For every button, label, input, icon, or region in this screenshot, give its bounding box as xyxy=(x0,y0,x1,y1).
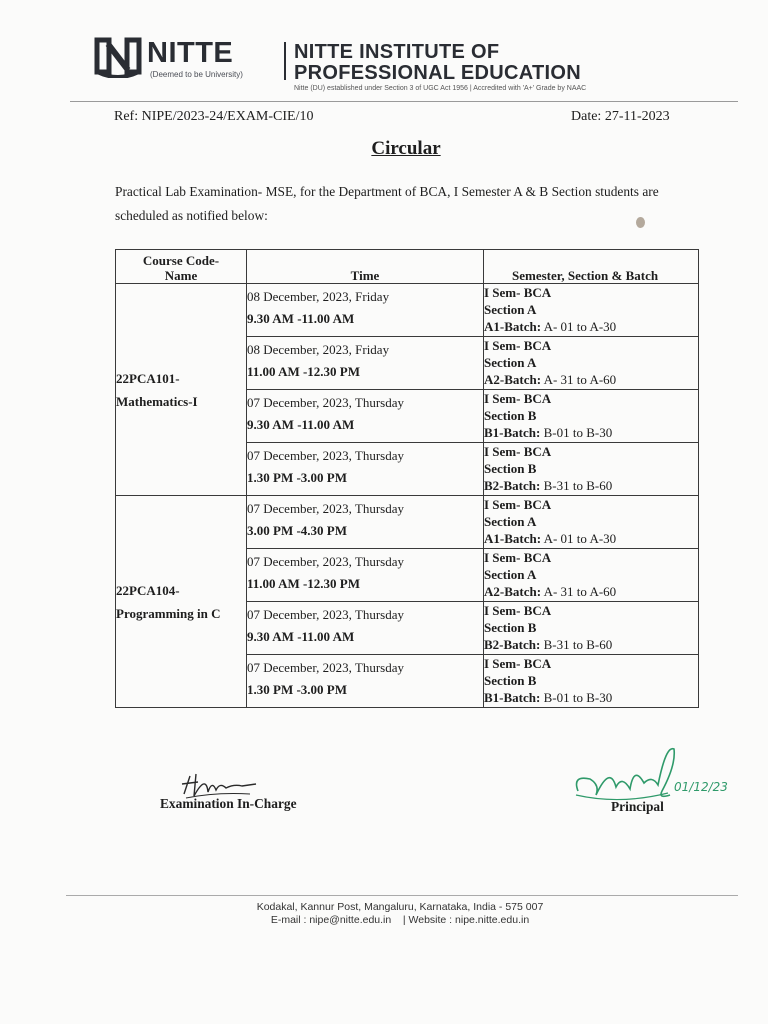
batch-label: A2-Batch: xyxy=(484,584,542,599)
exam-time: 1.30 PM -3.00 PM xyxy=(247,470,348,485)
batch-range: A- 01 to A-30 xyxy=(541,319,617,334)
nitte-logo-icon xyxy=(93,36,143,83)
course-cell xyxy=(116,496,247,708)
semester-text: I Sem- BCA xyxy=(484,285,552,300)
institute-name-line1: NITTE INSTITUTE OF xyxy=(294,41,500,63)
time-cell xyxy=(247,284,484,337)
section-text: Section A xyxy=(484,355,537,370)
header-course: Course Code- Name xyxy=(116,250,247,284)
batch-cell xyxy=(484,337,699,390)
semester-text: I Sem- BCA xyxy=(484,603,552,618)
batch-cell xyxy=(484,549,699,602)
semester-text: I Sem- BCA xyxy=(484,444,552,459)
time-cell xyxy=(247,390,484,443)
exam-date: 07 December, 2023, Thursday xyxy=(247,501,405,516)
batch-label: B2-Batch: xyxy=(484,478,541,493)
exam-date: 07 December, 2023, Thursday xyxy=(247,395,405,410)
time-cell xyxy=(247,602,484,655)
batch-text xyxy=(484,371,698,388)
batch-text xyxy=(484,424,698,441)
logo-wordmark: NITTE xyxy=(147,37,234,69)
exam-time: 9.30 AM -11.00 AM xyxy=(247,417,355,432)
principal-signature-date: 01/12/23 xyxy=(674,780,728,794)
section-text: Section A xyxy=(484,514,537,529)
institute-name-line2: PROFESSIONAL EDUCATION xyxy=(294,62,581,84)
batch-range: B-01 to B-30 xyxy=(540,690,613,705)
circular-date: Date: 27-11-2023 xyxy=(571,109,670,124)
footer-contact: E-mail : nipe@nitte.edu.in | Website : nipe.nitte.edu.in xyxy=(270,914,530,926)
exam-date: 08 December, 2023, Friday xyxy=(247,289,390,304)
batch-range: B-31 to B-60 xyxy=(540,637,613,652)
batch-range: A- 01 to A-30 xyxy=(541,531,617,546)
footer-rule xyxy=(66,895,738,896)
batch-label: A1-Batch: xyxy=(484,319,542,334)
exam-time: 1.30 PM -3.00 PM xyxy=(247,682,348,697)
exam-time: 9.30 AM -11.00 AM xyxy=(247,629,355,644)
exam-date: 08 December, 2023, Friday xyxy=(247,342,390,357)
batch-label: B1-Batch: xyxy=(484,690,541,705)
paper-stain xyxy=(636,217,645,228)
course-code: 22PCA104- xyxy=(116,582,180,598)
exam-time: 11.00 AM -12.30 PM xyxy=(247,576,361,591)
exam-incharge-label: Examination In-Charge xyxy=(160,796,297,811)
batch-cell xyxy=(484,602,699,655)
principal-label: Principal xyxy=(611,799,664,814)
batch-cell xyxy=(484,496,699,549)
batch-range: A- 31 to A-60 xyxy=(541,584,617,599)
course-name: Programming in C xyxy=(116,605,221,621)
semester-text: I Sem- BCA xyxy=(484,550,552,565)
batch-text xyxy=(484,636,698,653)
table-row xyxy=(116,284,699,337)
section-text: Section B xyxy=(484,673,537,688)
exam-date: 07 December, 2023, Thursday xyxy=(247,607,405,622)
time-cell xyxy=(247,549,484,602)
header-semester: Semester, Section & Batch xyxy=(484,250,699,284)
exam-time: 9.30 AM -11.00 AM xyxy=(247,311,355,326)
time-cell xyxy=(247,655,484,708)
header-time: Time xyxy=(247,250,484,284)
exam-date: 07 December, 2023, Thursday xyxy=(247,554,405,569)
batch-cell xyxy=(484,655,699,708)
batch-label: B2-Batch: xyxy=(484,637,541,652)
batch-text xyxy=(484,318,698,335)
batch-range: B-01 to B-30 xyxy=(540,425,613,440)
section-text: Section B xyxy=(484,408,537,423)
logo-subtitle: (Deemed to be University) xyxy=(150,70,243,79)
exam-time: 3.00 PM -4.30 PM xyxy=(247,523,348,538)
table-header-row xyxy=(116,250,699,284)
time-cell xyxy=(247,337,484,390)
exam-time: 11.00 AM -12.30 PM xyxy=(247,364,361,379)
semester-text: I Sem- BCA xyxy=(484,391,552,406)
section-text: Section A xyxy=(484,567,537,582)
header-rule xyxy=(70,101,738,102)
document-title: Circular xyxy=(371,138,441,159)
course-code: 22PCA101- xyxy=(116,370,180,386)
batch-text xyxy=(484,583,698,600)
exam-date: 07 December, 2023, Thursday xyxy=(247,448,405,463)
table-row xyxy=(116,496,699,549)
footer-address: Kodakal, Kannur Post, Mangaluru, Karnataka, India - 575 007 xyxy=(256,901,544,913)
semester-text: I Sem- BCA xyxy=(484,656,552,671)
batch-range: A- 31 to A-60 xyxy=(541,372,617,387)
semester-text: I Sem- BCA xyxy=(484,338,552,353)
accreditation-note: Nitte (DU) established under Section 3 of UGC Act 1956 | Accredited with 'A+' Grade by NAAC xyxy=(294,85,587,92)
batch-cell xyxy=(484,390,699,443)
time-cell xyxy=(247,443,484,496)
batch-label: A2-Batch: xyxy=(484,372,542,387)
semester-text: I Sem- BCA xyxy=(484,497,552,512)
batch-label: A1-Batch: xyxy=(484,531,542,546)
time-cell xyxy=(247,496,484,549)
batch-text xyxy=(484,689,698,706)
batch-label: B1-Batch: xyxy=(484,425,541,440)
letterhead-divider xyxy=(284,42,286,80)
exam-schedule-table xyxy=(115,249,699,708)
course-name: Mathematics-I xyxy=(116,393,198,409)
section-text: Section B xyxy=(484,461,537,476)
intro-paragraph: Practical Lab Examination- MSE, for the Department of BCA, I Semester A & B Section students are scheduled as notified below: xyxy=(115,184,659,223)
batch-cell xyxy=(484,443,699,496)
batch-cell xyxy=(484,284,699,337)
section-text: Section B xyxy=(484,620,537,635)
exam-date: 07 December, 2023, Thursday xyxy=(247,660,405,675)
course-cell xyxy=(116,284,247,496)
reference-number: Ref: NIPE/2023-24/EXAM-CIE/10 xyxy=(114,109,314,124)
batch-text xyxy=(484,530,698,547)
batch-text xyxy=(484,477,698,494)
section-text: Section A xyxy=(484,302,537,317)
batch-range: B-31 to B-60 xyxy=(540,478,613,493)
